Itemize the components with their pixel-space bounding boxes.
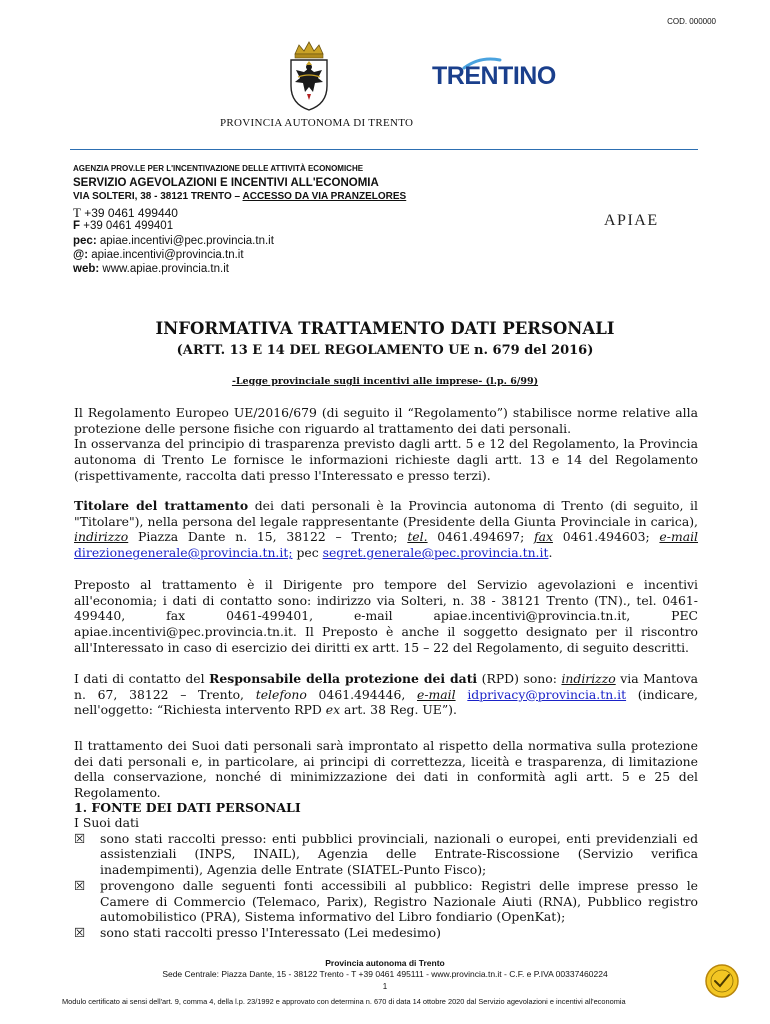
checked-box-icon: ☒ [74,924,86,940]
apiae-logo: APIAE [604,212,659,229]
footer-certification: Modulo certificato ai sensi dell'art. 9, comma 4, della l.p. 23/1992 e approvato con determina n. 670 di data 14 ottobre 2020 dal Servizio agevolazioni e incentivi all'economia [62,997,626,1006]
rpd-mid: (RPD) sono: [477,671,562,686]
titolare-heading: Titolare del trattamento [74,498,249,513]
titolare-tel-label: tel. [407,529,428,545]
tel-label: T [73,205,81,220]
pec-label: pec: [73,235,97,247]
rpd-note-end: art. 38 Reg. UE”). [340,702,457,718]
titolare-pec-label: pec [292,545,323,561]
titolare-paragraph [74,498,698,561]
intro-text-2: In osservanza del principio di trasparenza previsto dagli artt. 5 e 12 del Regolamento, la Provincia autonoma di Trento Le fornisce le informazioni richieste dagli artt. 13 e 14 del Regolamento (rispettivamente, raccolta dati presso l'Interessato e presso terzi). [74,436,698,483]
header-divider [70,149,698,150]
titolare-fax-label: fax [534,529,553,545]
titolare-tel-value: 0461.494697; [427,529,534,545]
law-reference: -Legge provinciale sugli incentivi alle imprese- (l.p. 6/99) [231,376,539,387]
intro-paragraph [74,405,698,484]
fax-value: +39 0461 499401 [83,220,174,232]
titolare-address: Piazza Dante n. 15, 38122 – Trento; [128,529,408,545]
email-value[interactable]: apiae.incentivi@provincia.tn.it [91,249,244,261]
address-text: VIA SOLTERI, 38 - 38121 TRENTO – [73,191,243,202]
list-item [74,831,698,878]
contact-tel [73,205,178,221]
list-item-text: provengono dalle seguenti fonti accessibili al pubblico: Registri delle imprese presso le Camere di Commercio (Telemaco, Parix), Registro Nazionale Aiuti (RNA), Pubblico registro automobilistico (PRA), Sistema informativo del Libro fondiario (OpenKat); [100,877,698,925]
titolare-fax-value: 0461.494603; [552,529,660,545]
list-item [74,878,698,925]
rpd-email-label: e-mail [416,686,456,702]
page-number: 1 [382,982,388,991]
checked-box-icon: ☒ [74,877,86,893]
contact-web [73,263,229,275]
rpd-email-link[interactable]: idprivacy@provincia.tn.it [467,686,627,702]
principles-paragraph [74,738,698,801]
rpd-address: via Mantova n. 67, 38122 – Trento, [74,671,698,702]
section-1-intro: I Suoi dati [74,815,139,830]
rpd-tel-value: 0461.494446, [306,686,417,702]
footer-seat: Sede Centrale: Piazza Dante, 15 - 38122 Trento - T +39 0461 495111 - www.provincia.tn.it - C.F. e P.IVA 00337460224 [162,969,608,979]
web-label: web: [73,263,100,275]
titolare-indirizzo-label: indirizzo [74,529,129,545]
document-title: INFORMATIVA TRATTAMENTO DATI PERSONALI [155,319,615,338]
rpd-start: I dati di contatto del [74,671,210,686]
titolare-end: . [548,545,553,561]
titolare-email-label: e-mail [659,529,699,545]
contact-fax [73,220,173,232]
principles-text: Il trattamento dei Suoi dati personali sarà improntato al rispetto della normativa sulla protezione dei dati personali e, in particolare, ai principi di correttezza, liceità e trasparenza, di limitazione della conservazione, nonché di minimizzazione dei dati in conformità agli artt. 5 e 25 del Regolamento. [74,738,698,801]
rpd-ex: ex [325,702,341,718]
trentino-logo: TRENTINO [432,62,556,90]
preposto-paragraph [74,577,698,656]
province-crest-logo [286,40,332,112]
intro-text-1: Il Regolamento Europeo UE/2016/679 (di seguito il “Regolamento”) stabilisce norme relative alla protezione delle persone fisiche con riguardo al trattamento dei dati personali. [74,405,698,436]
titolare-text: dei dati personali è la Provincia autonoma di Trento (di seguito, il "Titolare"), nella persona del legale rappresentante (Presidente della Giunta Provinciale in carica), [74,498,698,529]
rpd-note: (indicare, nell'oggetto: “Richiesta intervento RPD [74,686,698,718]
list-item-text: sono stati raccolti presso l'Interessato (Lei medesimo) [100,924,441,940]
rpd-paragraph [74,671,698,718]
tel-value: +39 0461 499440 [84,206,178,220]
pec-value[interactable]: apiae.incentivi@pec.provincia.tn.it [99,235,274,247]
titolare-pec-link[interactable]: segret.generale@pec.provincia.tn.it [322,545,549,561]
contact-pec [73,235,274,247]
list-item-text: sono stati raccolti presso: enti pubblici provinciali, nazionali o europei, enti previdenziali ed assistenziali (INPS, INAIL), Agenzia delle Entrate-Riscossione (Servizio verifica inadempimenti), Agenzia delle Entrate (SIATEL-Punto Fisco); [100,830,698,878]
preposto-text: Preposto al trattamento è il Dirigente pro tempore del Servizio agevolazioni e incentivi all'economia; i dati di contatto sono: indirizzo via Solteri, n. 38 - 38121 Trento (TN)., tel. 0461-499440, fax 0461-499401, e-mail apiae.incentivi@provincia.tn.it, PEC apiae.incentivi@pec.provincia.tn.it. Il Preposto è anche il soggetto designato per il riscontro all'Interessato in caso di esercizio dei diritti ex artt. 15 – 22 del Regolamento, di seguito descritti. [74,577,698,655]
footer-organization: Provincia autonoma di Trento [325,958,445,968]
rpd-indirizzo-label: indirizzo [561,671,616,686]
agency-name: AGENZIA PROV.LE PER L'INCENTIVAZIONE DELLE ATTIVITÀ ECONOMICHE [73,164,364,173]
rpd-heading: Responsabile della protezione dei dati [209,671,478,686]
service-name: SERVIZIO AGEVOLAZIONI E INCENTIVI ALL'ECONOMIA [73,177,379,189]
certification-seal-icon [704,963,740,999]
checked-box-icon: ☒ [74,830,86,846]
section-1-title: 1. FONTE DEI DATI PERSONALI [74,800,301,815]
titolare-email-link[interactable]: direzionegenerale@provincia.tn.it; [74,545,293,561]
fax-label: F [73,220,81,232]
section-1-list [74,815,698,941]
document-code: COD. 000000 [667,17,716,26]
rpd-telefono-label: telefono [255,686,307,702]
province-name: PROVINCIA AUTONOMA DI TRENTO [220,117,414,129]
address-access: ACCESSO DA VIA PRANZELORES [242,191,407,202]
list-item [74,925,698,941]
service-address [73,191,406,202]
web-value[interactable]: www.apiae.provincia.tn.it [102,263,229,275]
contact-email [73,249,244,261]
email-label: @: [73,249,89,261]
document-subtitle: (ARTT. 13 E 14 DEL REGOLAMENTO UE n. 679 del 2016) [176,343,594,358]
